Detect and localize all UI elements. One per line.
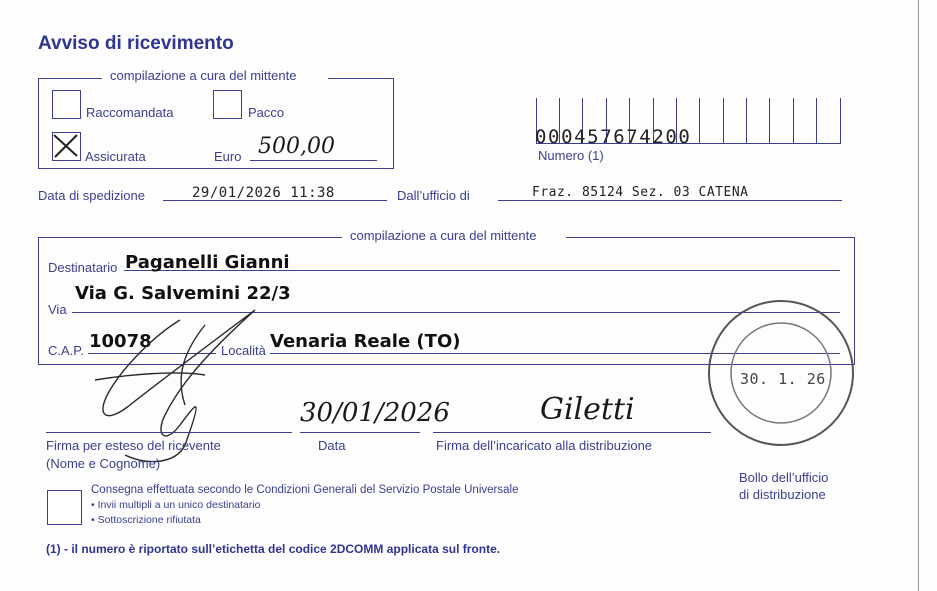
destinatario-label: Destinatario xyxy=(48,260,118,275)
firma-ricevente-sub: (Nome e Cognome) xyxy=(46,456,161,471)
section-heading-sender: compilazione a cura del mittente xyxy=(110,68,297,83)
firma-incaricato-label: Firma dell’incaricato alla distribuzione xyxy=(436,438,653,453)
section-heading-recipient: compilazione a cura del mittente xyxy=(350,228,537,243)
via-label: Via xyxy=(48,302,67,317)
firma-data-label: Data xyxy=(318,438,346,453)
consegna-item1: • Invii multipli a un unico destinatario xyxy=(91,499,261,511)
footnote: (1) - il numero è riportato sull’etichetta del codice 2DCOMM applicata sul fronte. xyxy=(46,542,501,556)
scan-edge-divider xyxy=(918,0,919,591)
page-title: Avviso di ricevimento xyxy=(38,33,234,54)
euro-value: 500,00 xyxy=(258,134,335,159)
localita-label: Località xyxy=(221,343,266,358)
checkbox-pacco[interactable] xyxy=(213,90,242,119)
consegna-item2: • Sottoscrizione rifiutata xyxy=(91,514,201,526)
assicurata-label: Assicurata xyxy=(85,149,146,164)
raccomandata-label: Raccomandata xyxy=(86,105,174,120)
checkbox-assicurata[interactable] xyxy=(52,132,81,161)
data-spedizione-label: Data di spedizione xyxy=(38,188,145,203)
cap-value: 10078 xyxy=(89,331,152,352)
stamp-date: 30. 1. 26 xyxy=(740,370,826,388)
localita-value: Venaria Reale (TO) xyxy=(270,331,461,352)
bollo-line1: Bollo dell’ufficio xyxy=(739,470,829,485)
cap-label: C.A.P. xyxy=(48,343,84,358)
ufficio-label: Dall’ufficio di xyxy=(397,188,470,203)
bollo-line2: di distribuzione xyxy=(739,487,826,502)
euro-label: Euro xyxy=(214,149,242,164)
pacco-label: Pacco xyxy=(248,105,285,120)
via-value: Via G. Salvemini 22/3 xyxy=(75,283,291,304)
consegna-text: Consegna effettuata secondo le Condizioni Generali del Servizio Postale Universale xyxy=(91,484,519,496)
firma-data-value: 30/01/2026 xyxy=(300,398,450,428)
checkbox-raccomandata[interactable] xyxy=(52,90,81,119)
ufficio-value: Fraz. 85124 Sez. 03 CATENA xyxy=(532,185,749,200)
firma-ricevente-label: Firma per esteso del ricevente xyxy=(46,438,221,453)
numero-label: Numero (1) xyxy=(538,148,604,163)
check-mark-icon xyxy=(51,131,80,160)
destinatario-value: Paganelli Gianni xyxy=(125,252,290,273)
firma-incaricato-value: Giletti xyxy=(540,392,635,427)
checkbox-consegna[interactable] xyxy=(47,490,82,525)
numero-value: 000457674200 xyxy=(535,126,692,148)
data-spedizione-value: 29/01/2026 11:38 xyxy=(192,185,335,201)
